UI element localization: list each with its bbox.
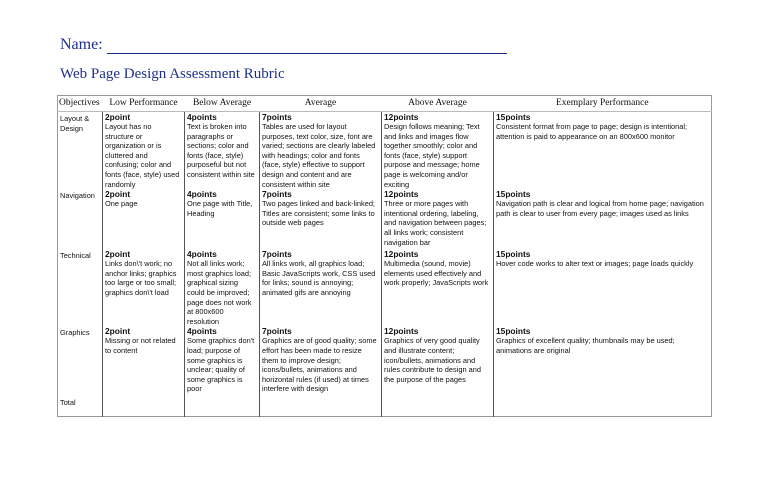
cell-description: Design follows meaning; Text and links and images flow together smoothly; color and fonts (face, style) support purpose and message; home page is welcoming and/or exciting [384, 122, 480, 189]
points-label: 7points [262, 326, 292, 337]
table-cell[interactable] [103, 396, 185, 416]
cell-description: Missing or not related to content [105, 336, 176, 355]
table-row [58, 112, 712, 190]
table-cell [103, 326, 185, 396]
table-row [58, 249, 712, 326]
row-category: Navigation [60, 191, 95, 201]
points-label: 12points [384, 326, 419, 337]
table-cell [185, 112, 260, 190]
table-cell [260, 326, 382, 396]
table-cell [494, 249, 712, 326]
table-cell [185, 189, 260, 249]
points-label: 7points [262, 249, 292, 260]
points-label: 12points [384, 112, 419, 122]
cell-description: One page [105, 199, 138, 209]
page-title: Web Page Design Assessment Rubric [60, 66, 285, 82]
points-label: 15points [496, 326, 531, 337]
points-label: 12points [384, 249, 419, 260]
column-header: Below Average [185, 96, 260, 112]
row-category: Graphics [60, 328, 90, 338]
points-label: 12points [384, 189, 419, 200]
column-header: Objectives [58, 96, 103, 112]
cell-description: Navigation path is clear and logical from home page; navigation path is clear to user from every page; images used as links [496, 199, 704, 218]
table-cell[interactable] [382, 396, 494, 416]
cell-description: Consistent format from page to page; design is intentional; attention is paid to appearance on an 800x600 monitor [496, 122, 688, 141]
name-row [60, 36, 507, 54]
table-cell[interactable] [494, 396, 712, 416]
cell-description: Hover code works to alter text or images; page loads quickly [496, 259, 694, 269]
name-label: Name: [60, 36, 103, 53]
table-cell [185, 326, 260, 396]
row-category: Total [60, 398, 76, 408]
row-category: Layout & Design [60, 114, 90, 133]
cell-description: One page with Title, Heading [187, 199, 253, 218]
table-cell [260, 112, 382, 190]
points-label: 2point [105, 249, 131, 260]
table-cell [494, 189, 712, 249]
table-cell [382, 249, 494, 326]
table-cell [494, 112, 712, 190]
cell-description: Three or more pages with intentional ordering, labeling, and navigation between pages; all links work; consistent navigation bar [384, 199, 487, 247]
cell-description: Graphics of excellent quality; thumbnails may be used; animations are original [496, 336, 675, 355]
row-category: Technical [60, 251, 91, 261]
points-label: 4points [187, 189, 217, 200]
points-label: 15points [496, 249, 531, 260]
column-header: Low Performance [103, 96, 185, 112]
cell-description: All links work, all graphics load; Basic JavaScripts work, CSS used for links; sound is annoying; animated gifs are annoying [262, 259, 376, 297]
table-row [58, 396, 712, 416]
cell-description: Multimedia (sound, movie) elements used effectively and work properly; JavaScripts work [384, 259, 489, 288]
table-cell [382, 112, 494, 190]
cell-description: Two pages linked and back-linked; Titles are consistent; some links to outside web pages [262, 199, 375, 228]
column-header: Exemplary Performance [494, 96, 712, 112]
table-row [58, 326, 712, 396]
points-label: 2point [105, 189, 131, 200]
table-cell [103, 112, 185, 190]
points-label: 4points [187, 249, 217, 260]
points-label: 4points [187, 326, 217, 337]
points-label: 7points [262, 189, 292, 200]
name-blank-line[interactable] [107, 39, 507, 54]
column-header: Average [260, 96, 382, 112]
table-cell[interactable] [260, 396, 382, 416]
table-row [58, 189, 712, 249]
table-cell [260, 189, 382, 249]
points-label: 2point [105, 112, 131, 122]
cell-description: Graphics of very good quality and illustrate content; icon/bullets, animations and rules contribute to design and the purpose of the pages [384, 336, 481, 384]
header-row [58, 96, 712, 112]
table-cell [382, 326, 494, 396]
cell-description: Tables are used for layout purposes, text color, size, font are varied; sections are clearly labeled with headings; color and fonts (face, style) effective to support design and content and are consistent within site [262, 122, 376, 189]
points-label: 2point [105, 326, 131, 337]
table-cell [103, 189, 185, 249]
table-cell [185, 249, 260, 326]
rubric-table [57, 95, 712, 417]
table-cell [494, 326, 712, 396]
cell-description: Graphics are of good quality; some effort has been made to resize them to improve design; icons/bullets, animations and horizontal rules (if used) at times interfere with design [262, 336, 377, 394]
cell-description: Not all links work; most graphics load; graphical sizing could be improved; page does not work at 800x600 resolution [187, 259, 252, 326]
points-label: 4points [187, 112, 217, 122]
table-cell[interactable] [185, 396, 260, 416]
points-label: 15points [496, 189, 531, 200]
table-cell [103, 249, 185, 326]
cell-description: Text is broken into paragraphs or sections; color and fonts (face, style) purposeful but not consistent within site [187, 122, 255, 179]
cell-description: Layout has no structure or organization or is cluttered and confusing; color and fonts (face, style) used randomly [105, 122, 180, 189]
table-cell [382, 189, 494, 249]
column-header: Above Average [382, 96, 494, 112]
cell-description: Links don\'t work; no anchor links; graphics too large or too small; graphics don\'t load [105, 259, 177, 297]
cell-description: Some graphics don't load; purpose of some graphics is unclear; quality of some graphics is poor [187, 336, 255, 394]
points-label: 15points [496, 112, 531, 122]
table-cell [260, 249, 382, 326]
points-label: 7points [262, 112, 292, 122]
